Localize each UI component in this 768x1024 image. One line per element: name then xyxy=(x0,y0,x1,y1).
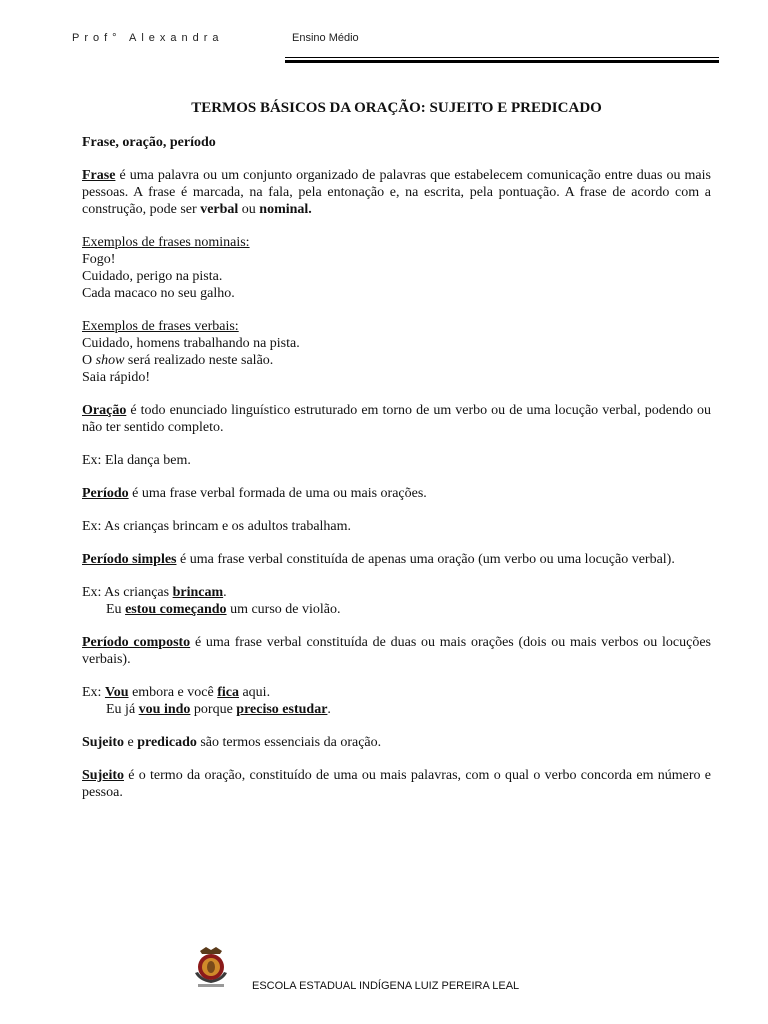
periodo-example: Ex: As crianças brincam e os adultos trabalham. xyxy=(82,519,352,534)
periodo-simples-example-1 xyxy=(82,584,711,601)
section-heading: Frase, oração, período xyxy=(82,135,216,150)
periodo-text: é uma frase verbal formada de uma ou mais orações. xyxy=(128,486,427,501)
verbal-example: Saia rápido! xyxy=(82,370,151,385)
frase-verbal: verbal xyxy=(200,202,239,217)
periodo-composto-paragraph xyxy=(82,634,711,668)
frase-text: é uma palavra ou um conjunto organizado de palavras que estabelecem comunicação entre duas ou mais pessoas. A frase é marcada, na fala, pela entonação e, na escrita, pela pontuação. A frase de acordo com a construção, pode ser xyxy=(82,168,711,217)
example-text: . xyxy=(327,702,331,717)
periodo-composto-example-1 xyxy=(82,684,711,701)
verbal-example-pre: O xyxy=(82,353,96,368)
example-text: Eu xyxy=(106,602,126,617)
example-verb: preciso estudar xyxy=(236,702,328,717)
sujeito-paragraph xyxy=(82,767,711,801)
header-rule-thin xyxy=(285,57,719,58)
verbal-example xyxy=(82,352,711,369)
frase-paragraph xyxy=(82,167,711,218)
nominal-example: Fogo! xyxy=(82,252,116,267)
example-verb: Vou xyxy=(104,685,129,700)
frase-or: ou xyxy=(238,202,260,217)
example-verb: vou indo xyxy=(138,702,191,717)
frase-term: Frase xyxy=(82,168,116,183)
essential-terms-paragraph xyxy=(82,734,711,751)
periodo-simples-example-2 xyxy=(82,601,711,618)
nominal-example: Cuidado, perigo na pista. xyxy=(82,269,223,284)
sujeito-bold: Sujeito xyxy=(82,735,124,750)
verbal-example: Cuidado, homens trabalhando na pista. xyxy=(82,336,300,351)
example-text: porque xyxy=(190,702,237,717)
document-body xyxy=(82,134,711,817)
header-level: Ensino Médio xyxy=(292,32,359,44)
periodo-simples-text: é uma frase verbal constituída de apenas uma oração (um verbo ou uma locução verbal). xyxy=(176,552,675,567)
sujeito-term: Sujeito xyxy=(82,768,124,783)
page-title: TERMOS BÁSICOS DA ORAÇÃO: SUJEITO E PREDICADO xyxy=(191,100,602,116)
periodo-composto-example-2 xyxy=(82,701,711,718)
periodo-term: Período xyxy=(82,486,129,501)
example-verb: estou começando xyxy=(125,602,227,617)
essential-text: e xyxy=(124,735,138,750)
footer-school-name: ESCOLA ESTADUAL INDÍGENA LUIZ PEREIRA LEAL xyxy=(252,980,520,992)
example-text: Eu já xyxy=(106,702,139,717)
example-text: aqui. xyxy=(238,685,271,700)
example-verb: brincam xyxy=(172,585,224,600)
header-author: Prof° Alexandra xyxy=(72,32,224,44)
periodo-simples-paragraph xyxy=(82,551,711,568)
frase-nominal: nominal. xyxy=(259,202,312,217)
example-text: Ex: xyxy=(82,685,105,700)
periodo-paragraph xyxy=(82,485,711,502)
example-text: Ex: As crianças xyxy=(82,585,173,600)
nominal-example: Cada macaco no seu galho. xyxy=(82,286,235,301)
example-text: . xyxy=(223,585,227,600)
header-rule-thick xyxy=(285,60,719,63)
example-verb: fica xyxy=(217,685,239,700)
periodo-simples-term: Período simples xyxy=(82,552,177,567)
sujeito-text: é o termo da oração, constituído de uma ou mais palavras, com o qual o verbo concorda em número e pessoa. xyxy=(82,768,711,800)
verbal-example-italic: show xyxy=(95,353,125,368)
nominal-examples-label: Exemplos de frases nominais: xyxy=(82,235,250,250)
oracao-example: Ex: Ela dança bem. xyxy=(82,453,191,468)
oracao-paragraph xyxy=(82,402,711,436)
predicado-bold: predicado xyxy=(137,735,197,750)
oracao-term: Oração xyxy=(82,403,127,418)
periodo-composto-text: é uma frase verbal constituída de duas ou mais orações (dois ou mais verbos ou locuções verbais). xyxy=(82,635,711,667)
example-text: um curso de violão. xyxy=(226,602,341,617)
verbal-examples-label: Exemplos de frases verbais: xyxy=(82,319,239,334)
school-logo xyxy=(190,945,232,989)
oracao-text: é todo enunciado linguístico estruturado em torno de um verbo ou de uma locução verbal, podendo ou não ter sentido completo. xyxy=(82,403,711,435)
example-text: embora e você xyxy=(128,685,218,700)
verbal-example-post: será realizado neste salão. xyxy=(124,353,274,368)
periodo-composto-term: Período composto xyxy=(82,635,191,650)
essential-text: são termos essenciais da oração. xyxy=(196,735,382,750)
